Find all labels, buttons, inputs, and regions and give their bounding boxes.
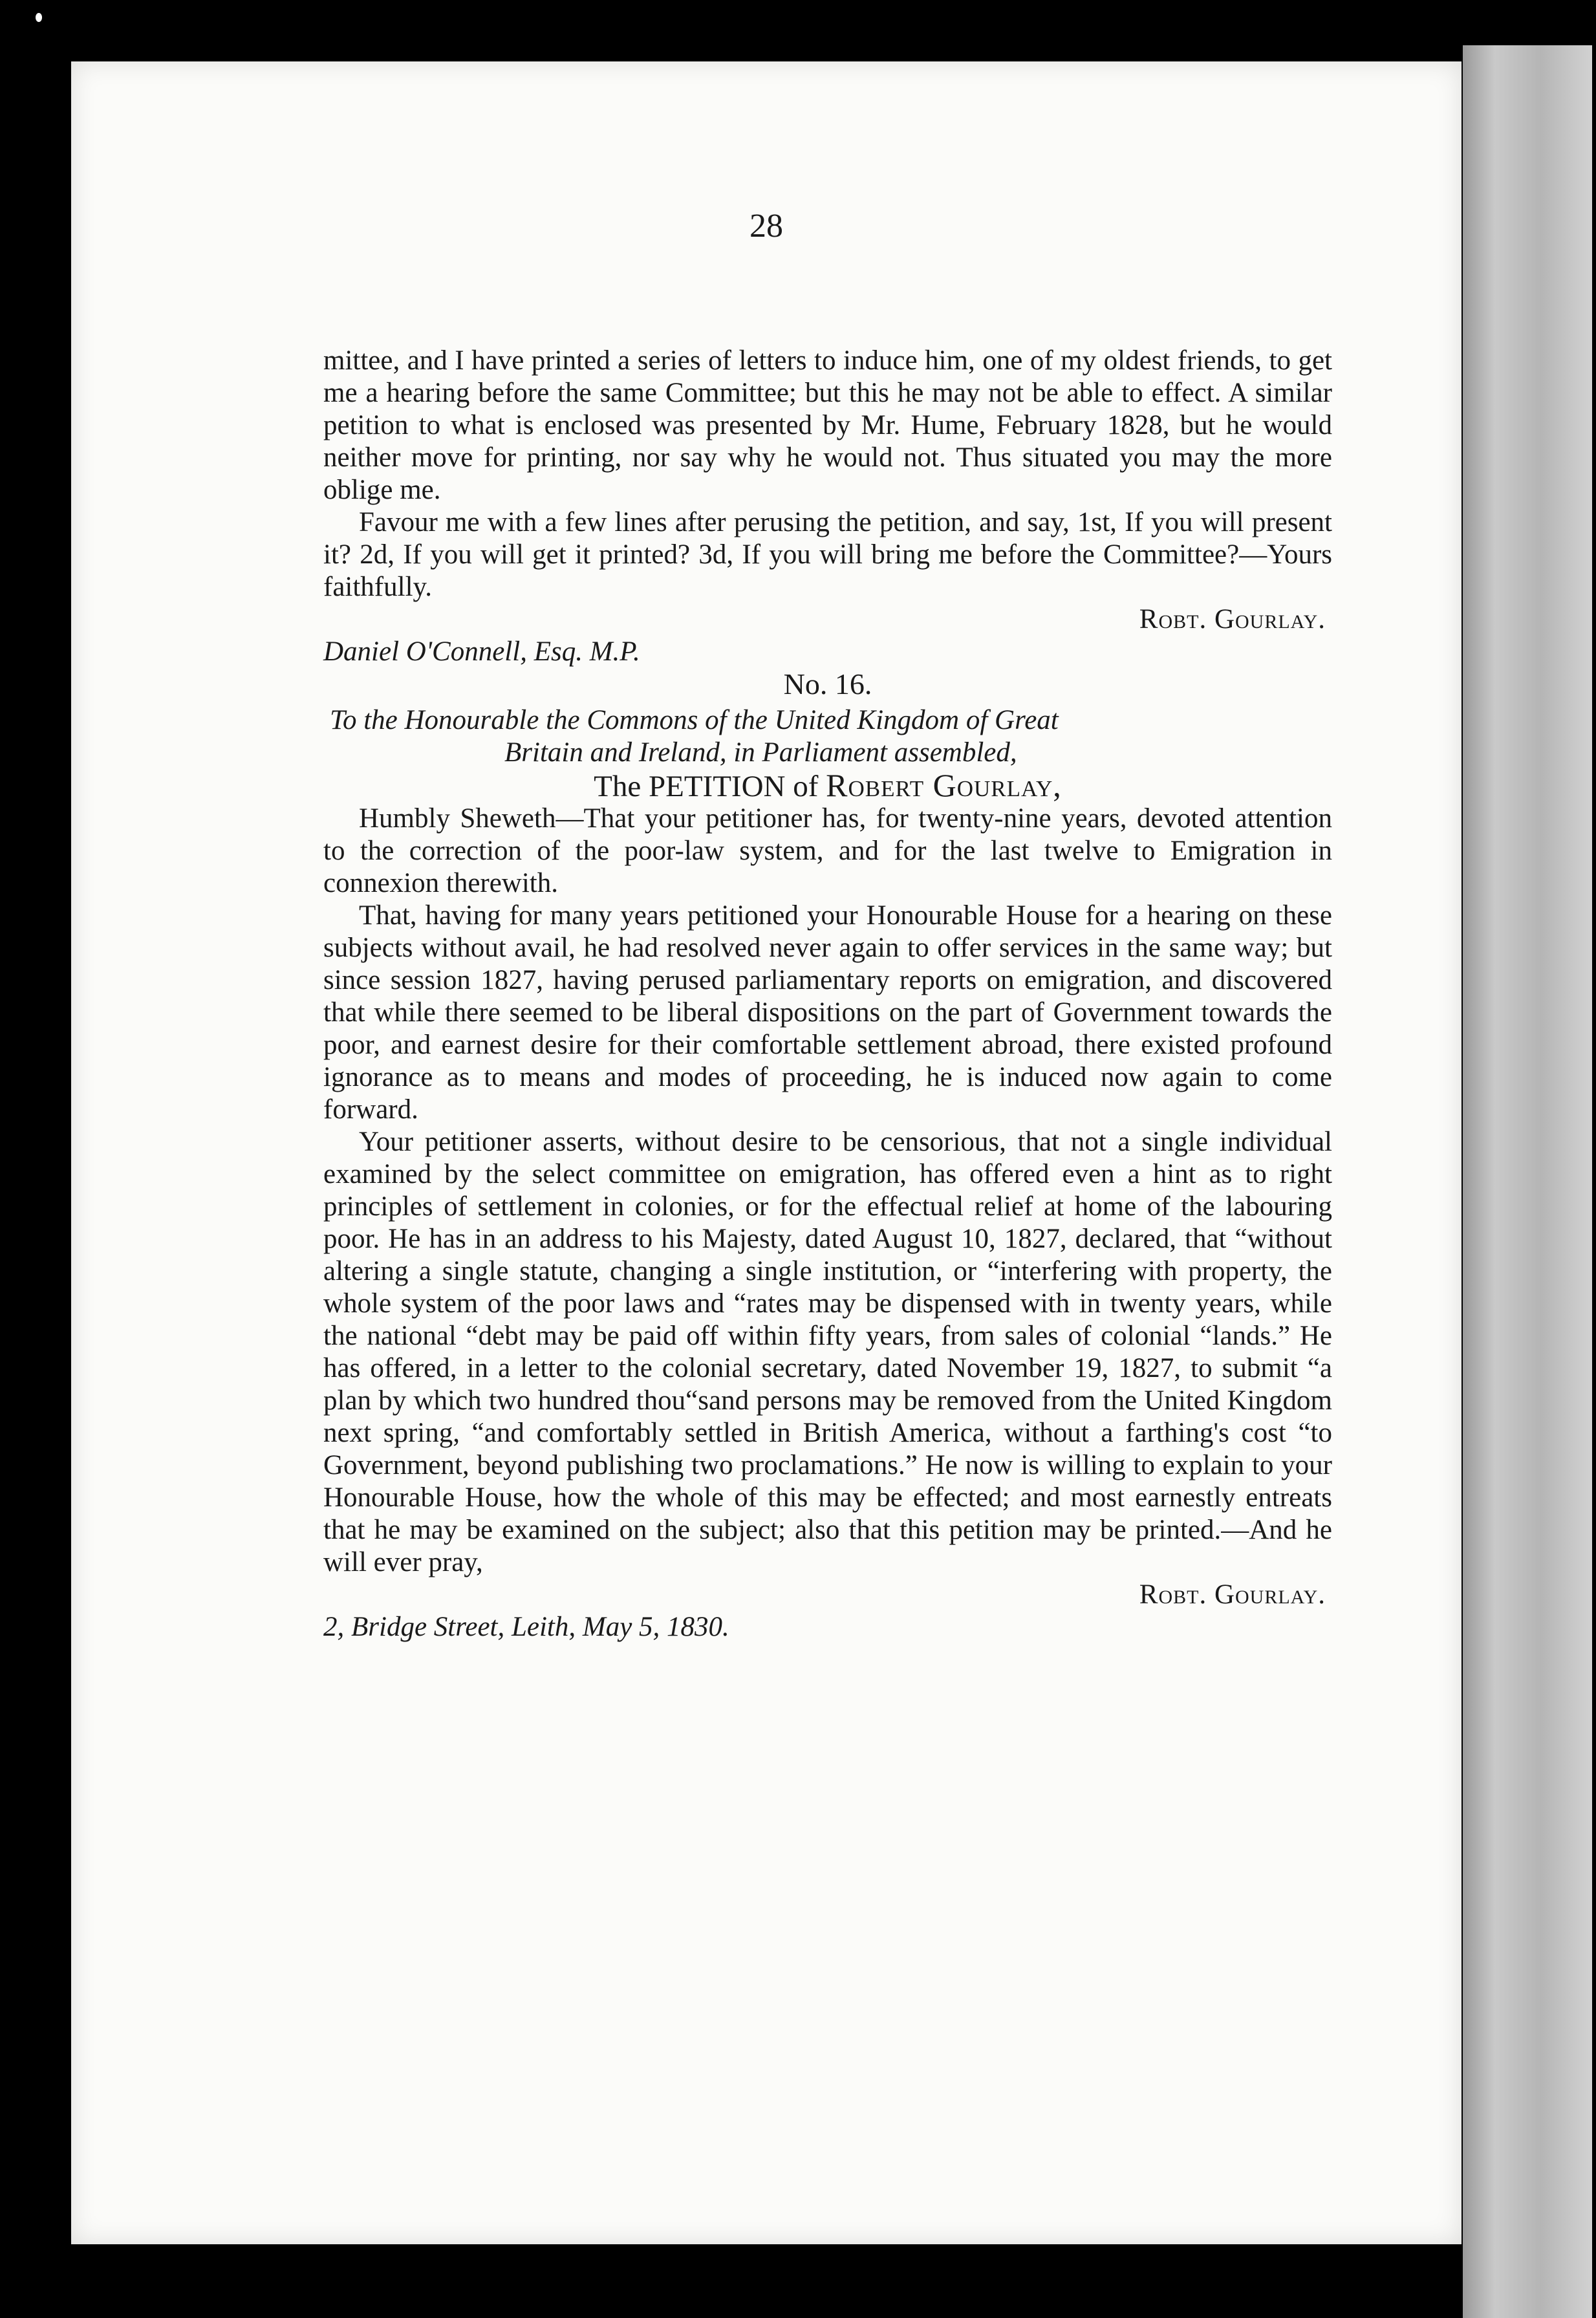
letter-paragraph-1: mittee, and I have printed a series of letters to induce him, one of my oldest friends, to get me a hearing before the same Committee; but this he may not be able to effect. A similar petition to what is enclosed was presented by Mr. Hume, February 1828, but he would neither move for printing, nor say why he would not. Thus situated you may the more oblige me. — [323, 345, 1332, 505]
address-line-1: To the Honourable the Commons of the United Kingdom of Great — [330, 705, 1059, 735]
petition-paragraph-1: Humbly Sheweth—That your petitioner has, for twenty-nine years, devoted attention to the correction of the poor-law system, and for the last twelve to Emigration in connexion therewith. — [323, 803, 1332, 898]
page-number: 28 — [749, 208, 783, 244]
document-page — [71, 61, 1461, 2244]
petition-paragraph-3: Your petitioner asserts, without desire to be censorious, that not a single individual examined by the select committee on emigration, has offered even a hint as to right principles of settlement in colonies, or for the effectual relief at home of the labouring poor. He has in an address to his Majesty, dated August 10, 1827, declared, that “without altering a single statute, changing a single institution, or “interfering with property, the whole system of the poor laws and “rates may be dispensed with in twenty years, while the national “debt may be paid off within fifty years, from sales of colonial “lands.” He has offered, in a letter to the colonial secretary, dated November 19, 1827, to submit “a plan by which two hundred thou“sand persons may be removed from the United Kingdom next spring, “and comfortably settled in British America, without a farthing's cost “to Government, beyond publishing two proclamations.” He now is willing to explain to your Honourable House, how the whole of this may be effected; and most earnestly entreats that he may be examined on the subject; also that this petition may be printed.—And he will ever pray, — [323, 1127, 1332, 1577]
adjacent-page-edge — [1463, 45, 1592, 2318]
letter-addressee: Daniel O'Connell, Esq. M.P. — [323, 636, 640, 667]
section-heading: No. 16. — [783, 667, 872, 700]
petition-title — [323, 769, 1332, 803]
letter-paragraph-2: Favour me with a few lines after perusing the petition, and say, 1st, If you will present it? 2d, If you will get it printed? 3d, If you will bring me before the Committee?—Yours faithfully. — [323, 507, 1332, 602]
page-body — [323, 345, 1332, 1643]
address-line-2: Britain and Ireland, in Parliament assembled, — [504, 737, 1017, 768]
petition-signature: Robt. Gourlay. — [1139, 1579, 1326, 1610]
petition-paragraph-2: That, having for many years petitioned your Honourable House for a hearing on these subjects without avail, he had resolved never again to offer services in the same way; but since session 1827, having perused parliamentary reports on emigration, and discovered that while there seemed to be liberal dispositions on the part of Government towards the poor, and earnest desire for their comfortable settlement abroad, there existed profound ignorance as to means and modes of proceeding, he is induced now again to come forward. — [323, 900, 1332, 1125]
letter-signature: Robt. Gourlay. — [1139, 604, 1326, 634]
petition-address — [323, 704, 1332, 769]
petition-place-date: 2, Bridge Street, Leith, May 5, 1830. — [323, 1612, 729, 1642]
petition-title-name: Robert Gourlay, — [826, 767, 1062, 803]
scan-speck — [36, 13, 42, 22]
petition-title-prefix: The PETITION of — [594, 770, 819, 803]
